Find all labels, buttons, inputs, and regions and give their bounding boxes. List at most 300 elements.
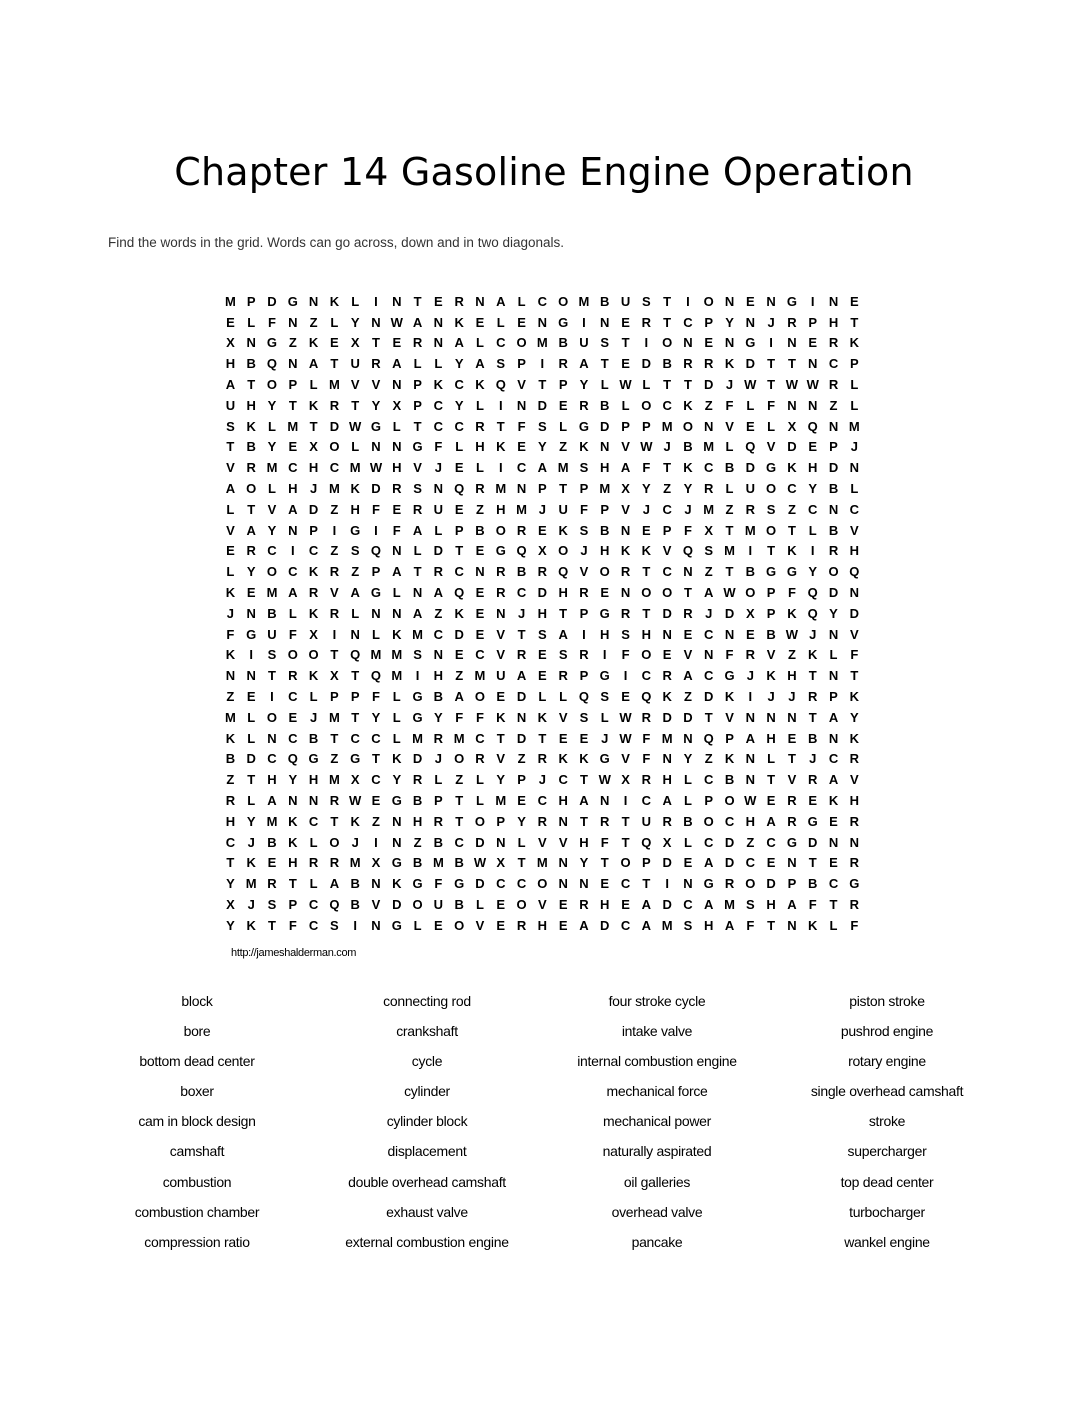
grid-letter: K: [246, 855, 256, 871]
grid-letter: V: [226, 522, 235, 538]
grid-letter: J: [642, 501, 650, 517]
grid-letter: H: [392, 460, 402, 476]
grid-letter: H: [433, 668, 444, 684]
grid-letter: E: [226, 543, 235, 559]
grid-letter: N: [558, 813, 568, 829]
grid-letter: R: [787, 793, 797, 809]
grid-letter: P: [662, 522, 672, 538]
grid-row: [220, 333, 866, 354]
grid-letter: L: [621, 397, 630, 413]
grid-letter: P: [621, 418, 630, 434]
grid-letter: V: [621, 439, 630, 455]
grid-letter: Q: [350, 647, 361, 663]
grid-letter: Y: [350, 314, 360, 330]
grid-letter: E: [538, 668, 547, 684]
word-list-item: turbocharger: [849, 1203, 925, 1220]
grid-letter: T: [767, 917, 776, 933]
grid-letter: Q: [558, 564, 569, 580]
grid-letter: L: [413, 356, 422, 372]
grid-letter: C: [496, 876, 506, 892]
grid-letter: H: [496, 501, 506, 517]
grid-letter: M: [328, 481, 340, 497]
grid-letter: G: [558, 314, 569, 330]
grid-letter: L: [351, 605, 360, 621]
grid-letter: L: [392, 418, 401, 434]
grid-letter: Z: [413, 834, 422, 850]
grid-letter: B: [225, 751, 236, 767]
grid-letter: A: [828, 772, 839, 788]
grid-letter: V: [517, 377, 526, 393]
grid-letter: M: [266, 460, 278, 476]
grid-row: [220, 478, 866, 499]
grid-letter: E: [600, 585, 610, 601]
grid-letter: K: [225, 730, 236, 746]
grid-letter: H: [808, 460, 818, 476]
grid-letter: E: [267, 855, 277, 871]
grid-letter: L: [850, 377, 859, 393]
word-list-item: exhaust valve: [386, 1203, 468, 1220]
grid-letter: T: [351, 397, 360, 413]
grid-letter: K: [246, 917, 256, 933]
grid-letter: D: [537, 585, 548, 601]
grid-letter: R: [558, 356, 568, 372]
grid-letter: R: [537, 813, 548, 829]
grid-letter: E: [475, 314, 485, 330]
grid-letter: C: [641, 668, 652, 684]
grid-letter: A: [704, 585, 714, 601]
grid-letter: K: [620, 543, 631, 559]
grid-letter: U: [225, 397, 236, 413]
grid-row: [220, 894, 866, 915]
grid-letter: S: [600, 689, 610, 705]
grid-letter: W: [785, 377, 799, 393]
grid-letter: L: [392, 585, 401, 601]
grid-letter: F: [746, 917, 755, 933]
grid-letter: M: [661, 917, 673, 933]
grid-letter: N: [225, 668, 236, 684]
grid-letter: Y: [683, 481, 693, 497]
grid-letter: L: [226, 501, 235, 517]
grid-letter: K: [308, 564, 319, 580]
grid-letter: D: [516, 689, 527, 705]
grid-letter: H: [350, 501, 360, 517]
grid-letter: Q: [454, 585, 465, 601]
grid-letter: H: [267, 772, 277, 788]
grid-letter: H: [225, 813, 236, 829]
grid-letter: H: [641, 626, 652, 642]
grid-letter: A: [308, 356, 319, 372]
grid-letter: Y: [434, 709, 443, 725]
grid-letter: P: [309, 522, 318, 538]
grid-letter: R: [433, 564, 444, 580]
grid-letter: R: [558, 668, 568, 684]
grid-letter: N: [724, 626, 735, 642]
grid-letter: E: [475, 543, 485, 559]
grid-letter: I: [498, 460, 503, 476]
grid-letter: D: [766, 876, 776, 892]
grid-letter: Z: [372, 813, 380, 829]
grid-letter: T: [704, 709, 713, 725]
grid-letter: O: [682, 418, 693, 434]
grid-letter: C: [704, 626, 714, 642]
grid-letter: M: [495, 481, 507, 497]
grid-letter: Y: [683, 751, 693, 767]
grid-letter: N: [371, 876, 381, 892]
grid-letter: D: [246, 751, 256, 767]
grid-letter: K: [724, 751, 735, 767]
grid-letter: Z: [704, 751, 713, 767]
grid-letter: A: [496, 293, 506, 309]
grid-letter: N: [745, 709, 756, 725]
grid-letter: O: [412, 897, 423, 912]
grid-letter: Q: [682, 543, 693, 559]
grid-letter: E: [808, 335, 818, 351]
grid-letter: E: [288, 439, 298, 455]
grid-letter: U: [433, 897, 444, 912]
grid-letter: R: [683, 605, 693, 621]
word-list-item: camshaft: [169, 1143, 225, 1160]
grid-letter: R: [329, 855, 340, 871]
grid-letter: A: [579, 793, 589, 809]
grid-letter: H: [288, 481, 298, 497]
grid-letter: N: [828, 730, 839, 746]
grid-letter: Y: [267, 397, 277, 413]
grid-letter: K: [641, 543, 652, 559]
grid-letter: V: [496, 626, 506, 642]
grid-letter: C: [288, 564, 298, 580]
grid-letter: E: [392, 501, 402, 517]
grid-letter: C: [620, 917, 631, 933]
grid-letter: M: [703, 439, 715, 455]
grid-letter: K: [496, 439, 506, 455]
grid-letter: N: [496, 834, 506, 850]
grid-letter: X: [371, 855, 381, 871]
grid-letter: H: [828, 314, 839, 330]
grid-letter: W: [806, 377, 819, 393]
grid-letter: H: [766, 730, 776, 746]
grid-letter: T: [372, 335, 380, 351]
grid-letter: T: [351, 668, 360, 684]
grid-letter: C: [433, 397, 444, 413]
grid-letter: N: [267, 730, 277, 746]
grid-letter: N: [683, 335, 693, 351]
grid-letter: Y: [538, 439, 547, 455]
grid-letter: L: [434, 772, 443, 788]
grid-letter: P: [288, 377, 298, 393]
grid-letter: B: [350, 897, 360, 912]
grid-letter: D: [704, 377, 714, 393]
grid-letter: F: [725, 647, 734, 663]
grid-letter: T: [247, 377, 256, 393]
grid-letter: R: [745, 501, 756, 517]
grid-letter: V: [558, 709, 568, 725]
grid-letter: A: [412, 522, 423, 538]
word-list-item: cylinder: [404, 1083, 450, 1100]
grid-letter: N: [308, 293, 319, 309]
grid-letter: X: [704, 522, 714, 538]
grid-letter: Y: [246, 564, 256, 580]
grid-letter: G: [246, 626, 257, 642]
grid-letter: V: [579, 564, 589, 580]
grid-letter: R: [849, 813, 859, 829]
grid-letter: D: [662, 605, 672, 621]
grid-letter: R: [454, 293, 464, 309]
grid-letter: O: [620, 855, 631, 871]
grid-letter: X: [787, 418, 797, 434]
word-list-item: combustion: [162, 1173, 232, 1190]
grid-letter: N: [849, 585, 859, 601]
word-column: [82, 990, 312, 1261]
grid-row: [220, 728, 866, 749]
grid-letter: G: [391, 855, 402, 871]
grid-letter: R: [828, 335, 839, 351]
grid-letter: L: [392, 730, 401, 746]
grid-letter: D: [475, 834, 485, 850]
grid-letter: D: [371, 481, 381, 497]
grid-letter: Q: [370, 668, 382, 684]
grid-letter: D: [641, 356, 652, 372]
instructions: Find the words in the grid. Words can go across, down and in two diagonals.: [108, 235, 565, 250]
grid-letter: T: [455, 793, 464, 809]
grid-letter: P: [704, 793, 714, 809]
grid-letter: B: [454, 855, 464, 871]
grid-letter: L: [475, 335, 484, 351]
grid-letter: E: [558, 397, 568, 413]
grid-letter: H: [412, 813, 423, 829]
grid-letter: E: [621, 897, 630, 912]
grid-letter: E: [392, 335, 402, 351]
grid-letter: P: [517, 356, 526, 372]
grid-letter: R: [724, 876, 735, 892]
grid-row: [220, 749, 866, 770]
grid-letter: T: [413, 564, 422, 580]
grid-letter: K: [392, 876, 402, 892]
grid-letter: R: [329, 397, 340, 413]
grid-letter: T: [559, 605, 568, 621]
word-list-item: bore: [183, 1023, 211, 1040]
grid-letter: V: [413, 460, 422, 476]
grid-letter: R: [433, 730, 444, 746]
grid-letter: T: [226, 439, 235, 455]
grid-letter: Z: [455, 668, 464, 684]
grid-letter: S: [766, 501, 776, 517]
grid-letter: I: [270, 689, 274, 705]
grid-letter: N: [392, 543, 402, 559]
grid-letter: O: [308, 647, 319, 663]
grid-letter: B: [475, 522, 485, 538]
grid-letter: Y: [454, 356, 464, 372]
grid-letter: G: [786, 834, 797, 850]
grid-letter: S: [267, 897, 277, 912]
grid-letter: E: [246, 689, 256, 705]
grid-letter: Y: [725, 314, 734, 330]
grid-letter: Q: [703, 730, 714, 746]
grid-letter: H: [745, 813, 756, 829]
grid-letter: Y: [371, 709, 381, 725]
grid-letter: T: [288, 397, 297, 413]
grid-letter: R: [516, 647, 527, 663]
grid-letter: X: [745, 605, 755, 621]
grid-letter: Y: [454, 397, 464, 413]
grid-letter: R: [579, 585, 589, 601]
grid-letter: J: [309, 709, 318, 725]
grid-letter: I: [290, 543, 295, 559]
grid-letter: L: [351, 439, 360, 455]
grid-letter: C: [662, 501, 672, 517]
grid-row: [220, 832, 866, 853]
grid-letter: H: [600, 460, 610, 476]
grid-letter: U: [558, 501, 568, 517]
grid-letter: H: [600, 897, 610, 912]
grid-letter: A: [704, 897, 714, 912]
grid-letter: O: [828, 564, 839, 580]
grid-letter: G: [370, 418, 382, 434]
grid-letter: K: [433, 377, 444, 393]
grid-letter: O: [329, 439, 340, 455]
grid-letter: T: [330, 647, 339, 663]
grid-letter: E: [454, 647, 464, 663]
grid-letter: C: [704, 668, 714, 684]
grid-letter: R: [641, 772, 652, 788]
grid-letter: N: [828, 626, 839, 642]
grid-letter: V: [725, 418, 734, 434]
grid-letter: R: [620, 564, 631, 580]
grid-letter: N: [433, 314, 444, 330]
grid-letter: K: [808, 917, 818, 933]
grid-letter: A: [766, 813, 776, 829]
grid-letter: V: [371, 377, 381, 393]
grid-letter: L: [767, 418, 776, 434]
grid-letter: T: [351, 709, 360, 725]
grid-letter: F: [455, 709, 464, 725]
grid-letter: M: [578, 293, 590, 309]
word-list-item: wankel engine: [844, 1233, 930, 1250]
grid-letter: H: [662, 772, 672, 788]
grid-letter: Q: [578, 689, 589, 705]
grid-letter: N: [828, 293, 839, 309]
grid-letter: B: [246, 439, 256, 455]
grid-letter: U: [641, 813, 652, 829]
grid-letter: D: [828, 585, 839, 601]
grid-letter: R: [329, 793, 340, 809]
grid-letter: N: [433, 335, 444, 351]
grid-letter: Z: [559, 439, 568, 455]
grid-letter: S: [579, 709, 589, 725]
grid-row: [220, 541, 866, 562]
grid-letter: H: [288, 855, 298, 871]
grid-letter: K: [475, 377, 485, 393]
grid-letter: N: [288, 314, 298, 330]
grid-row: [220, 520, 866, 541]
grid-row: [220, 915, 866, 936]
word-list-item: rotary engine: [848, 1053, 926, 1070]
grid-letter: A: [392, 564, 402, 580]
grid-letter: Y: [579, 855, 589, 871]
grid-letter: J: [663, 439, 671, 455]
grid-letter: A: [350, 585, 360, 601]
grid-letter: I: [332, 522, 337, 538]
grid-letter: G: [412, 439, 423, 455]
grid-letter: D: [662, 709, 672, 725]
grid-letter: C: [308, 897, 319, 912]
grid-letter: Y: [267, 439, 277, 455]
grid-letter: B: [433, 689, 444, 705]
grid-letter: R: [246, 460, 256, 476]
word-list-item: compression ratio: [144, 1233, 250, 1250]
grid-letter: C: [724, 813, 735, 829]
grid-letter: C: [704, 772, 714, 788]
grid-letter: U: [745, 481, 756, 497]
grid-letter: N: [849, 834, 859, 850]
grid-letter: R: [475, 481, 485, 497]
grid-letter: A: [267, 793, 277, 809]
grid-letter: E: [454, 501, 464, 517]
grid-letter: L: [434, 522, 443, 538]
grid-letter: E: [704, 335, 714, 351]
grid-letter: M: [724, 543, 735, 559]
grid-letter: V: [849, 772, 859, 788]
grid-letter: C: [620, 876, 631, 892]
grid-letter: R: [329, 564, 340, 580]
grid-letter: R: [579, 397, 589, 413]
grid-letter: P: [413, 397, 422, 413]
grid-letter: N: [704, 418, 714, 434]
grid-letter: Q: [287, 751, 298, 767]
grid-letter: T: [850, 668, 859, 684]
grid-letter: N: [288, 522, 298, 538]
grid-letter: K: [308, 335, 319, 351]
grid-letter: A: [641, 917, 652, 933]
grid-letter: A: [475, 356, 485, 372]
grid-letter: R: [308, 855, 319, 871]
grid-letter: K: [828, 793, 839, 809]
grid-letter: X: [309, 439, 318, 455]
word-list-item: intake valve: [621, 1023, 693, 1040]
grid-letter: Y: [517, 813, 526, 829]
grid-letter: A: [724, 917, 735, 933]
grid-letter: T: [787, 522, 796, 538]
grid-letter: M: [848, 418, 860, 434]
grid-letter: M: [224, 709, 236, 725]
grid-letter: N: [828, 668, 839, 684]
grid-letter: T: [496, 418, 505, 434]
grid-letter: C: [808, 501, 818, 517]
grid-letter: V: [766, 647, 776, 663]
grid-letter: G: [412, 709, 423, 725]
grid-letter: T: [787, 751, 796, 767]
grid-letter: R: [537, 751, 548, 767]
grid-letter: N: [745, 772, 756, 788]
grid-letter: O: [495, 522, 506, 538]
grid-row: [220, 624, 866, 645]
grid-letter: N: [308, 793, 319, 809]
grid-letter: E: [226, 314, 235, 330]
grid-letter: A: [537, 460, 548, 476]
grid-letter: W: [785, 626, 799, 642]
grid-letter: K: [392, 751, 402, 767]
grid-letter: C: [849, 501, 859, 517]
grid-letter: T: [767, 543, 776, 559]
grid-letter: O: [745, 876, 756, 892]
grid-letter: R: [849, 897, 859, 912]
grid-letter: N: [704, 647, 714, 663]
grid-letter: R: [412, 335, 423, 351]
grid-letter: L: [725, 439, 734, 455]
grid-letter: X: [621, 772, 630, 788]
grid-letter: Z: [475, 501, 484, 517]
grid-letter: U: [267, 626, 277, 642]
grid-letter: E: [371, 793, 381, 809]
